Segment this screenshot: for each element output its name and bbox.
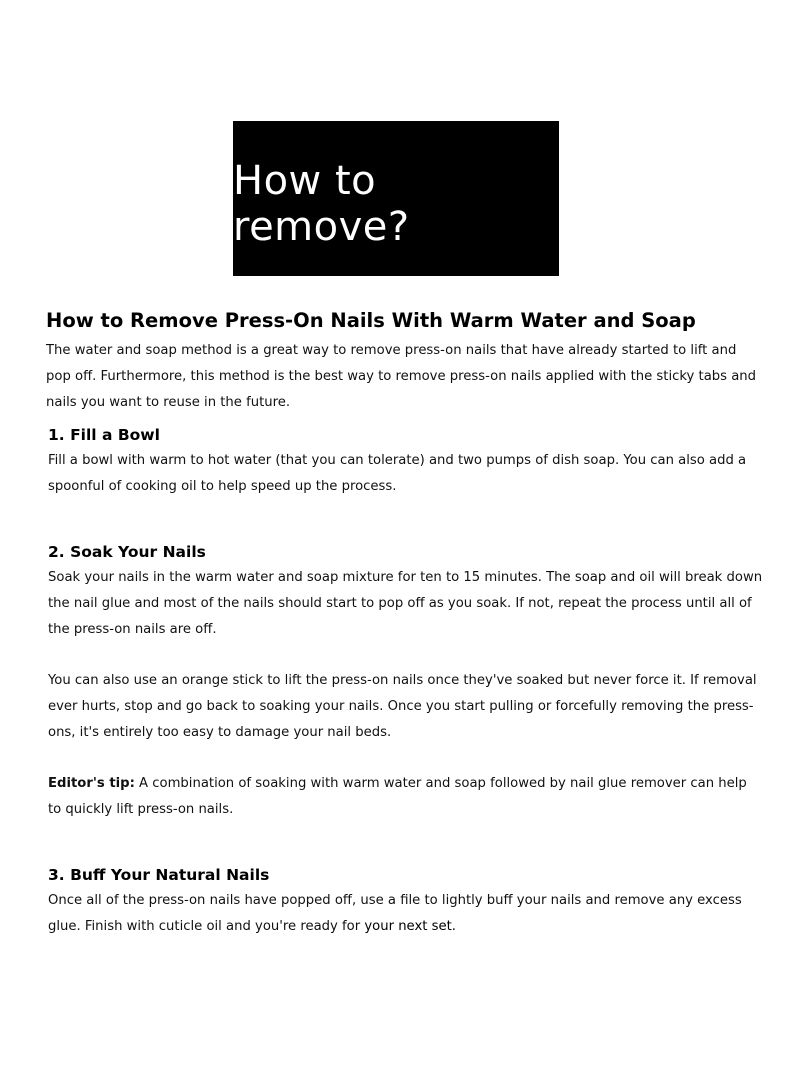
banner-title: How to remove?: [233, 157, 410, 250]
article-heading: How to Remove Press-On Nails With Warm Water and Soap: [46, 309, 696, 332]
editors-tip-text: A combination of soaking with warm water and soap followed by nail glue remover can help to quickly lift press-on nails.: [48, 776, 747, 817]
step-1-body: Fill a bowl with warm to hot water (that you can tolerate) and two pumps of dish soap. You can also add a spoonful of cooking oil to help speed up the process.: [48, 453, 747, 494]
step-2-body: Soak your nails in the warm water and soap mixture for ten to 15 minutes. The soap and oil will break down the nail glue and most of the nails should start to pop off as you soak. If not, repeat the process until all of the press-on nails are off.: [48, 570, 763, 637]
editors-tip: [48, 771, 764, 823]
step-3-body-text: Once all of the press-on nails have popped off, use a file to lightly buff your nails and remove any excess glue. Finish with cuticle oil and you're ready for: [48, 893, 742, 934]
intro-paragraph: The water and soap method is a great way to remove press-on nails that have already started to lift and pop off. Furthermore, this method is the best way to remove press-on nails applied with the sticky tabs and nails you want to reuse in the future.: [46, 343, 757, 410]
next-set-link[interactable]: your next set.: [364, 918, 456, 934]
header-banner: [233, 121, 559, 276]
step-3-body: [48, 888, 766, 940]
step-3-title: 3. Buff Your Natural Nails: [48, 866, 270, 884]
step-1-title: 1. Fill a Bowl: [48, 426, 160, 444]
step-2-title: 2. Soak Your Nails: [48, 543, 206, 561]
step-2-body-extra: You can also use an orange stick to lift the press-on nails once they've soaked but never force it. If removal ever hurts, stop and go back to soaking your nails. Once you start pulling or forcefully removing the press-ons, it's entirely too easy to damage your nail beds.: [48, 673, 757, 740]
editors-tip-label: Editor's tip:: [48, 776, 135, 791]
